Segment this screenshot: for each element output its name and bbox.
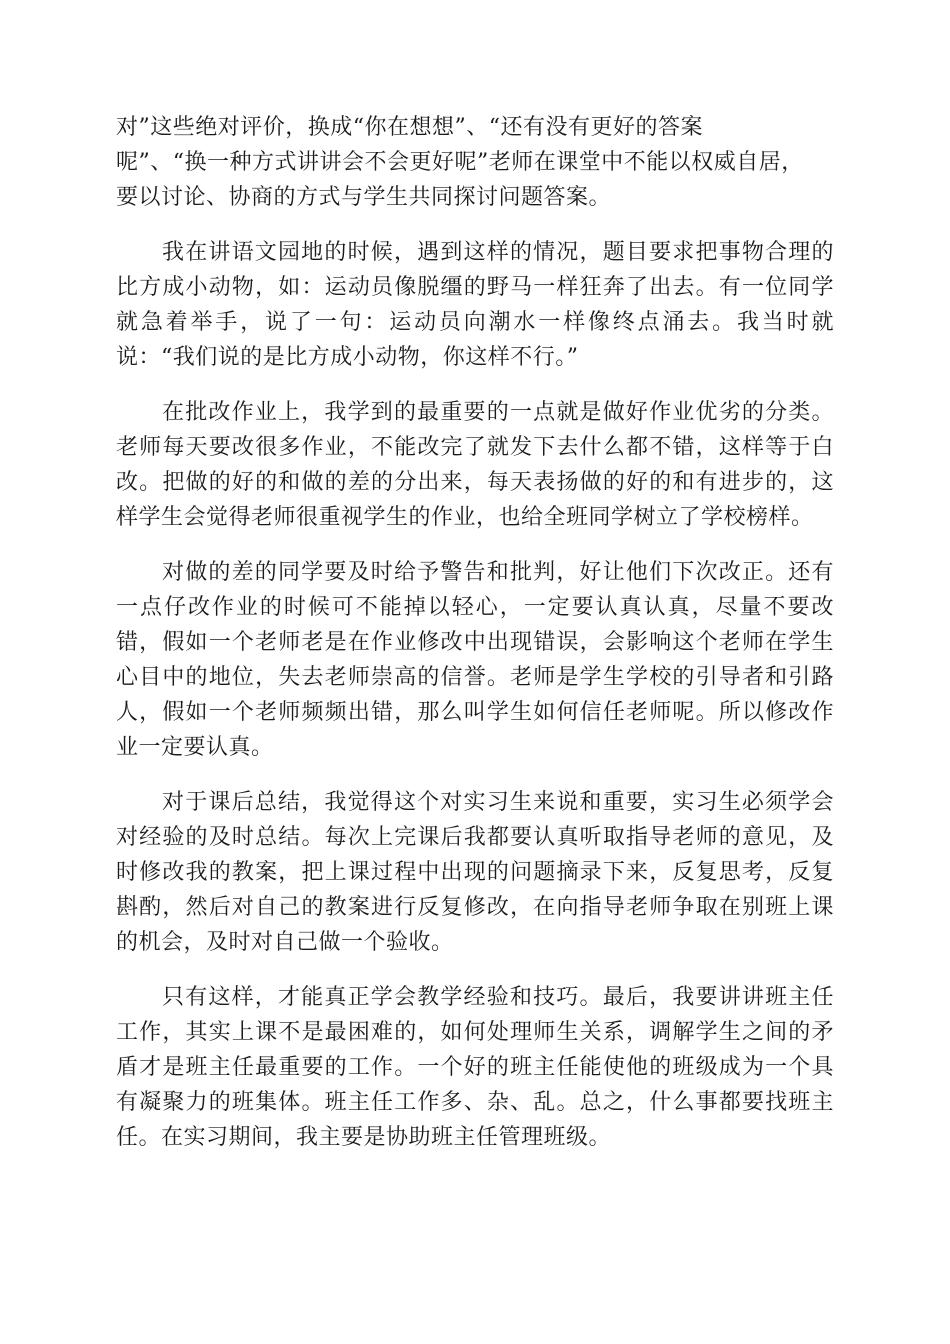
text-line: 要以讨论、协商的方式与学生共同探讨问题答案。: [116, 185, 612, 210]
paragraph-continued: [116, 110, 834, 215]
paragraph-lesson-summary: 对于课后总结，我觉得这个对实习生来说和重要，实习生必须学会对经验的及时总结。每次上完课后我都要认真听取指导老师的意见，及时修改我的教案，把上课过程中出现的问题摘录下来，反复思考，反复斟酌，然后对自己的教案进行反复修改，在向指导老师争取在别班上课的机会，及时对自己做一个验收。: [116, 790, 834, 955]
paragraph-homework-correction: 对做的差的同学要及时给予警告和批判，好让他们下次改正。还有一点仔改作业的时候可不能掉以轻心，一定要认真认真，尽量不要改错，假如一个老师老是在作业修改中出现错误，会影响这个老师在学生心目中的地位，失去老师崇高的信誉。老师是学生学校的引导者和引路人，假如一个老师频频出错，那么叫学生如何信任老师呢。所以修改作业一定要认真。: [116, 560, 834, 760]
paragraph-homework-grading: 在批改作业上，我学到的最重要的一点就是做好作业优劣的分类。老师每天要改很多作业，不能改完了就发下去什么都不错，这样等于白改。把做的好的和做的差的分出来，每天表扬做的好的和有进步的，这样学生会觉得老师很重视学生的作业，也给全班同学树立了学校榜样。: [116, 400, 834, 530]
text-line: 对”这些绝对评价，换成“你在想想”、“还有没有更好的答案: [116, 115, 703, 140]
document-body: [116, 110, 834, 1175]
paragraph-class-teacher: 只有这样，才能真正学会教学经验和技巧。最后，我要讲讲班主任工作，其实上课不是最困难的，如何处理师生关系，调解学生之间的矛盾才是班主任最重要的工作。一个好的班主任能使他的班级成为一个具有凝聚力的班集体。班主任工作多、杂、乱。总之，什么事都要找班主任。在实习期间，我主要是协助班主任管理班级。: [116, 985, 834, 1150]
paragraph-language-garden: 我在讲语文园地的时候，遇到这样的情况，题目要求把事物合理的比方成小动物，如：运动员像脱缰的野马一样狂奔了出去。有一位同学就急着举手，说了一句：运动员向潮水一样像终点涌去。我当时就说：“我们说的是比方成小动物，你这样不行。”: [116, 240, 834, 370]
text-line: 呢”、“换一种方式讲讲会不会更好呢”老师在课堂中不能以权威自居，: [116, 150, 804, 175]
